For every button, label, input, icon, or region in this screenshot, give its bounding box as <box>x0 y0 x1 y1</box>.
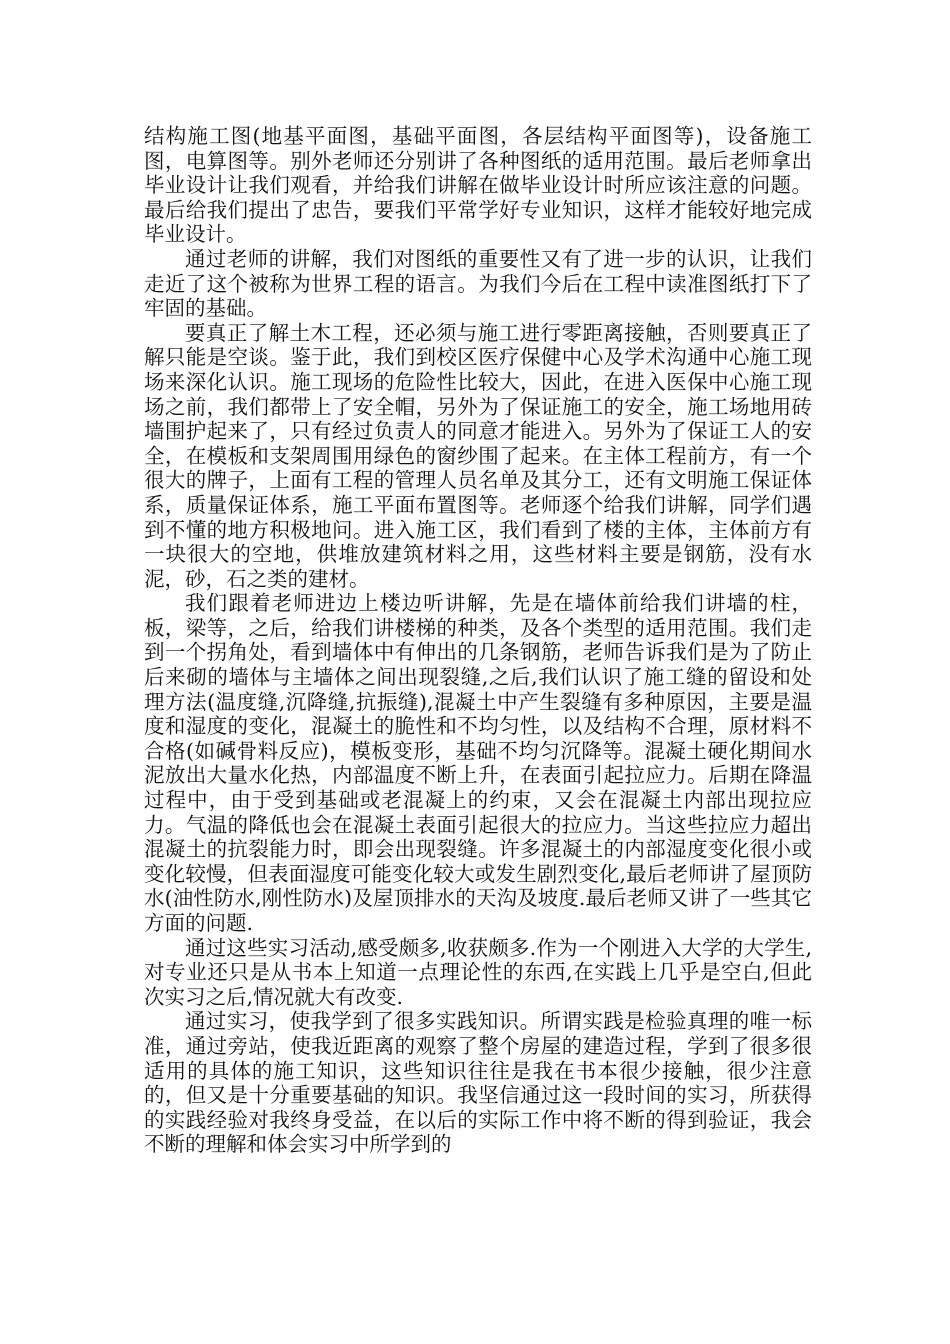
document-body <box>144 124 812 1157</box>
paragraph-4: 我们跟着老师进边上楼边听讲解，先是在墙体前给我们讲墙的柱，板，梁等，之后，给我们讲楼梯的种类，及各个类型的适用范围。我们走到一个拐角处，看到墙体中有伸出的几条钢筋，老师告诉我们是为了防止后来砌的墙体与主墙体之间出现裂缝,之后,我们认识了施工缝的留设和处理方法(温度缝,沉降缝,抗振缝),混凝土中产生裂缝有多种原因，主要是温度和湿度的变化，混凝土的脆性和不均匀性，以及结构不合理，原材料不合格(如碱骨料反应)，模板变形，基础不均匀沉降等。混凝土硬化期间水泥放出大量水化热，内部温度不断上升，在表面引起拉应力。后期在降温过程中，由于受到基础或老混凝上的约束，又会在混凝土内部出现拉应力。气温的降低也会在混凝土表面引起很大的拉应力。当这些拉应力超出混凝土的抗裂能力时，即会出现裂缝。许多混凝土的内部湿度变化很小或变化较慢，但表面湿度可能变化较大或发生剧烈变化,最后老师讲了屋顶防水(油性防水,刚性防水)及屋顶排水的天沟及坡度.最后老师又讲了一些其它方面的问题. <box>144 591 812 935</box>
paragraph-3: 要真正了解土木工程，还必须与施工进行零距离接触，否则要真正了解只能是空谈。鉴于此，我们到校区医疗保健中心及学术沟通中心施工现场来深化认识。施工现场的危险性比较大，因此，在进入医保中心施工现场之前，我们都带上了安全帽，另外为了保证施工的安全，施工场地用砖墙围护起来了，只有经过负责人的同意才能进入。另外为了保证工人的安全，在模板和支架周围用绿色的窗纱围了起来。在主体工程前方，有一个很大的牌子，上面有工程的管理人员名单及其分工，还有文明施工保证体系，质量保证体系，施工平面布置图等。老师逐个给我们讲解，同学们遇到不懂的地方积极地问。进入施工区，我们看到了楼的主体，主体前方有一块很大的空地，供堆放建筑材料之用，这些材料主要是钢筋，没有水泥，砂，石之类的建材。 <box>144 320 812 591</box>
paragraph-6: 通过实习，使我学到了很多实践知识。所谓实践是检验真理的唯一标准，通过旁站，使我近距离的观察了整个房屋的建造过程，学到了很多很适用的具体的施工知识，这些知识往往是我在书本很少接触，很少注意的，但又是十分重要基础的知识。我坚信通过这一段时间的实习，所获得的实践经验对我终身受益，在以后的实际工作中将不断的得到验证，我会不断的理解和体会实习中所学到的 <box>144 1009 812 1157</box>
paragraph-5: 通过这些实习活动,感受颇多,收获颇多.作为一个刚进入大学的大学生,对专业还只是从书本上知道一点理论性的东西,在实践上几乎是空白,但此次实习之后,情况就大有改变. <box>144 935 812 1009</box>
paragraph-2: 通过老师的讲解，我们对图纸的重要性又有了进一步的认识，让我们走近了这个被称为世界工程的语言。为我们今后在工程中读准图纸打下了牢固的基础。 <box>144 246 812 321</box>
paragraph-1: 结构施工图(地基平面图，基础平面图，各层结构平面图等)，设备施工图，电算图等。别外老师还分别讲了各种图纸的适用范围。最后老师拿出毕业设计让我们观看，并给我们讲解在做毕业设计时所应该注意的问题。最后给我们提出了忠告，要我们平常学好专业知识，这样才能较好地完成毕业设计。 <box>144 124 812 247</box>
